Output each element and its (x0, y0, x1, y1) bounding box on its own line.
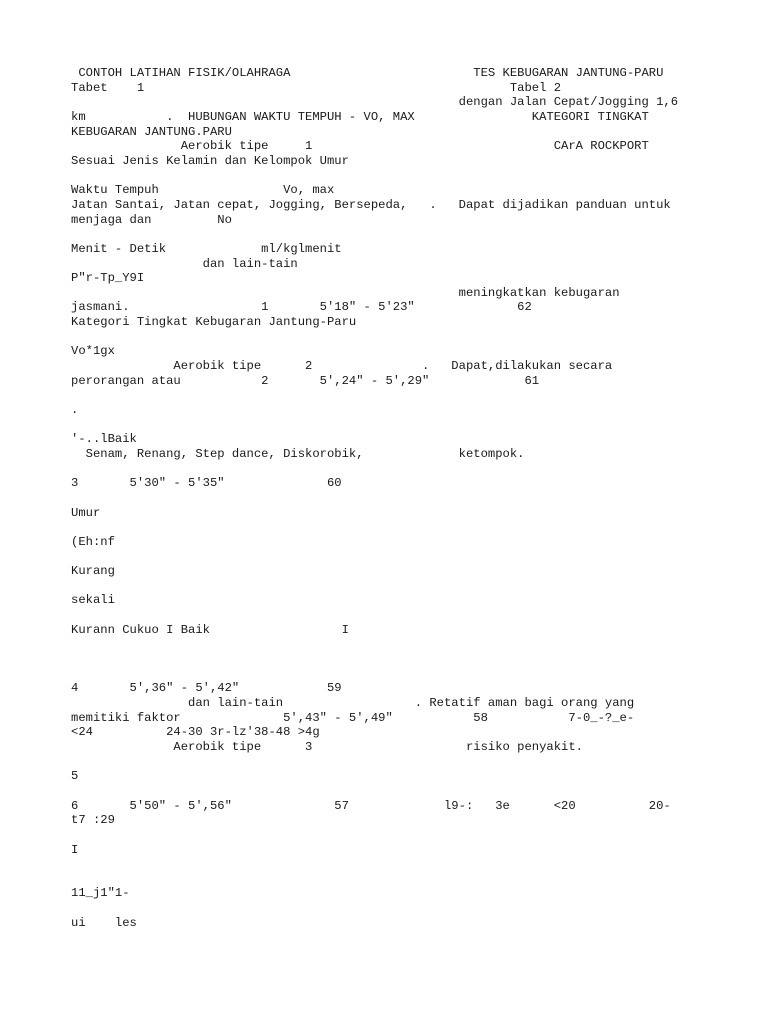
text-line: CONTOH LATIHAN FISIK/OLAHRAGA TES KEBUGARAN JANTUNG-PARU (71, 66, 664, 80)
text-line: Aerobik tipe 1 CArA ROCKPORT (71, 139, 649, 154)
text-line: Sesuai Jenis Kelamin dan Kelompok Umur (71, 153, 349, 168)
text-line: meningkatkan kebugaran (71, 285, 620, 300)
text-line: menjaga dan No (71, 212, 232, 227)
text-line: Aerobik tipe 2 . Dapat,dilakukan secara (71, 359, 613, 373)
text-line: km . HUBUNGAN WAKTU TEMPUH - VO, MAX KATEGORI TINGKAT (71, 110, 649, 124)
text-line: perorangan atau 2 5',24" - 5',29" 61 (71, 373, 540, 388)
text-line: dengan Jalan Cepat/Jogging 1,6 (71, 95, 679, 110)
text-line: 3 5'30" - 5'35" 60 (71, 476, 342, 491)
text-line: 11_j1"1- (71, 886, 130, 901)
text-line: jasmani. 1 5'18" - 5'23" 62 (71, 300, 532, 315)
text-line: 6 5'50" - 5',56" 57 l9-: 3e <20 20- (71, 798, 671, 813)
text-line: Tabet 1 Tabel 2 (71, 80, 562, 95)
text-line: Menit - Detik ml/kglmenit (71, 241, 342, 256)
text-line: Vo*1gx (71, 344, 115, 359)
text-line: P"r-Tp_Y9I (71, 271, 145, 286)
text-line: 4 5',36" - 5',42" 59 (71, 681, 342, 696)
text-line: Kurang (71, 564, 115, 579)
text-line: ui les (71, 915, 137, 930)
text-line: Aerobik tipe 3 risiko penyakit. (71, 739, 583, 754)
text-line: . (71, 402, 79, 417)
text-line: '-..lBaik (71, 432, 137, 447)
text-line: Umur (71, 505, 101, 520)
text-line: KEBUGARAN JANTUNG.PARU (71, 124, 232, 139)
text-line: Kurann Cukuo I Baik I (71, 622, 349, 637)
text-line: <24 24-30 3r-lz'38-48 >4g (71, 725, 320, 740)
text-line: t7 :29 (71, 813, 115, 828)
text-line: sekali (71, 593, 115, 608)
text-line: I (71, 842, 79, 857)
text-line: (Eh:nf (71, 534, 115, 549)
text-line: Senam, Renang, Step dance, Diskorobik, ketompok. (71, 446, 525, 461)
text-line: dan lain-tain (71, 256, 298, 271)
text-line: Jatan Santai, Jatan cepat, Jogging, Bersepeda, . Dapat dijadikan panduan untuk (71, 197, 671, 212)
text-line: Kategori Tingkat Kebugaran Jantung-Paru (71, 315, 357, 330)
text-line: dan lain-tain . Retatif aman bagi orang yang (71, 696, 635, 710)
text-line: 5 (71, 769, 79, 784)
text-line: memitiki faktor 5',43" - 5',49" 58 7-0_-?_e- (71, 710, 635, 725)
text-line: Waktu Tempuh Vo, max (71, 183, 335, 198)
